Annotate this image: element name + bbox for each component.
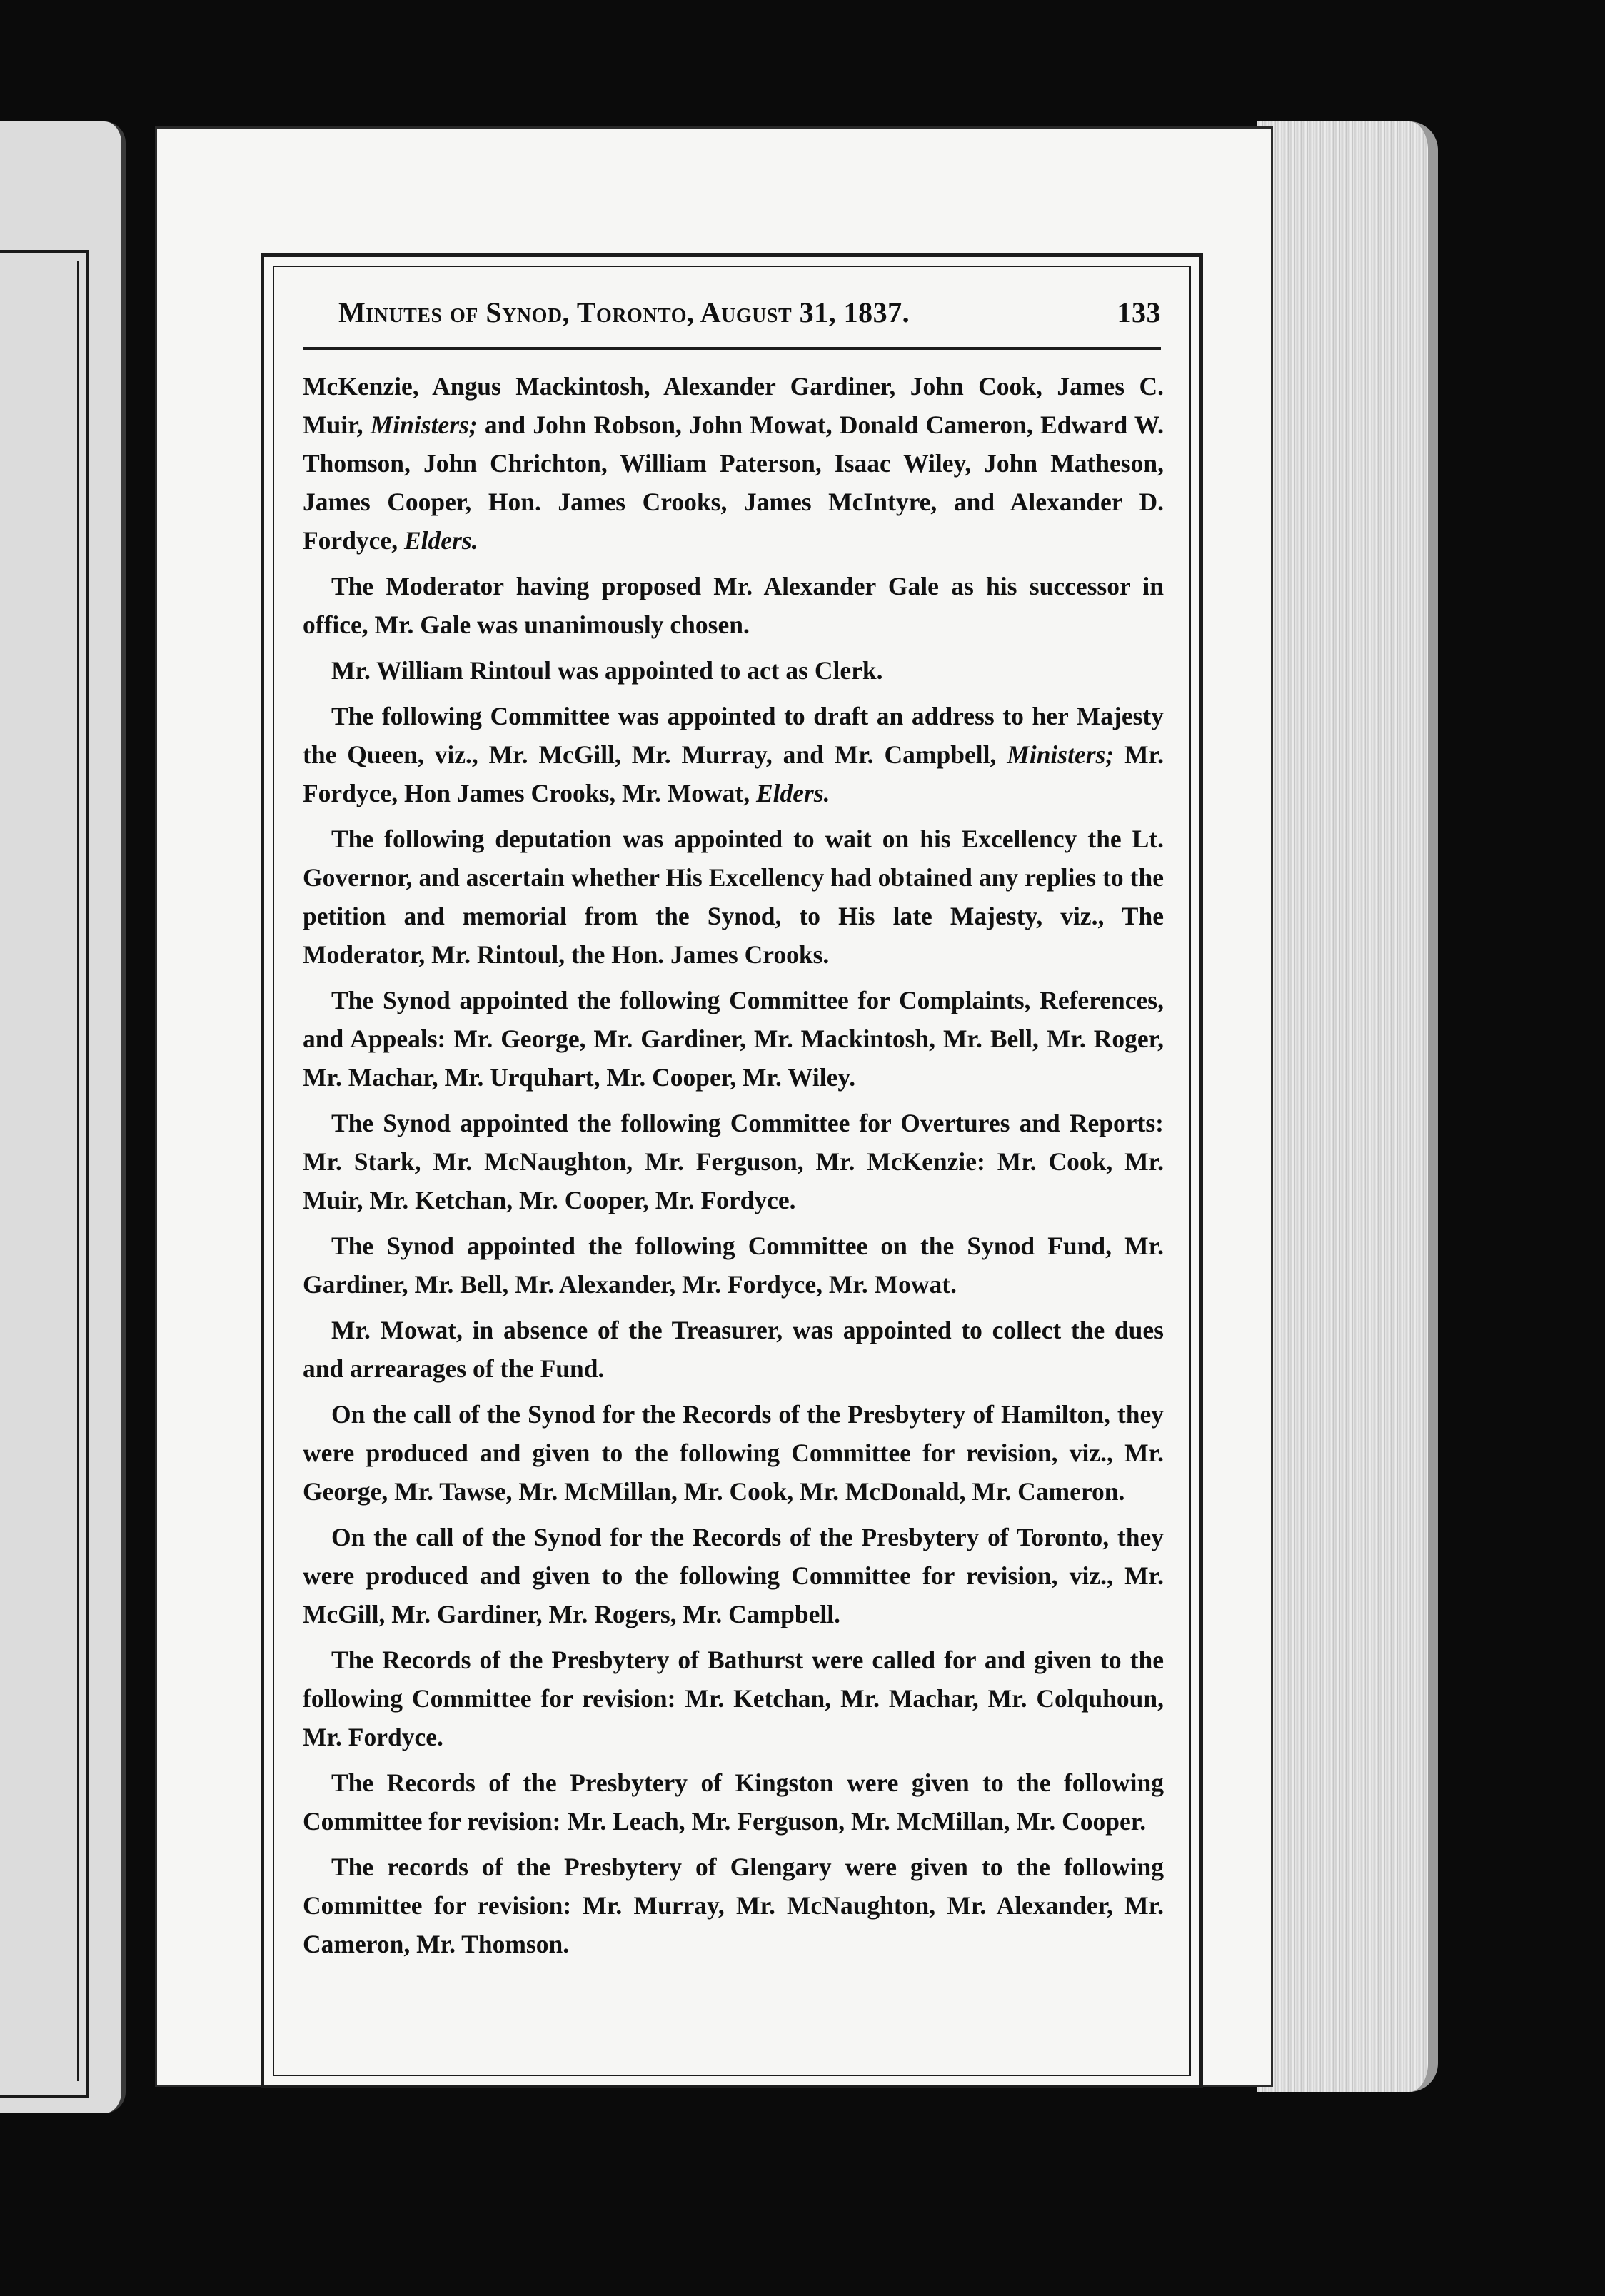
paragraph: The Records of the Presbytery of Bathurst were called for and given to the following Committee for revision: Mr. Ketchan, Mr. Machar, Mr. Colquhoun, Mr. Fordyce. <box>303 1646 1164 1751</box>
page-number: 133 <box>1117 296 1161 328</box>
paragraph: The Moderator having proposed Mr. Alexander Gale as his successor in office, Mr. Gale was unanimously chosen. <box>303 572 1164 639</box>
paragraph: The Synod appointed the following Committee for Overtures and Reports: Mr. Stark, Mr. McNaughton, Mr. Ferguson, Mr. McKenzie: Mr. Cook, Mr. Muir, Mr. Ketchan, Mr. Cooper, Mr. Fordyce. <box>303 1109 1164 1214</box>
running-title: Minutes of Synod, Toronto, August 31, 1837. <box>338 296 910 328</box>
paragraph: Mr. William Rintoul was appointed to act as Clerk. <box>331 656 883 685</box>
italic-text: Ministers; <box>370 411 478 439</box>
running-header <box>317 296 1161 338</box>
paragraph-text: McKenzie, Angus Mackintosh, Alexander Gardiner, John Cook, James C. Muir, <box>303 372 1164 439</box>
page-frame-outer <box>261 253 1203 2088</box>
facing-page-inner-border <box>0 261 79 2081</box>
body-text <box>303 367 1164 1970</box>
paragraph: The Records of the Presbytery of Kingston were given to the following Committee for revision: Mr. Leach, Mr. Ferguson, Mr. McMillan, Mr. Cooper. <box>303 1768 1164 1836</box>
paragraph-text: and John Robson, John Mowat, Donald Cameron, Edward W. Thomson, John Chrichton, William Paterson, Isaac Wiley, John Matheson, James Cooper, Hon. James Crooks, James McIntyre, and Alexander D. Fordyce, <box>303 411 1164 555</box>
paragraph: The Synod appointed the following Committee for Complaints, References, and Appeals: Mr. George, Mr. Gardiner, Mr. Mackintosh, Mr. Bell, Mr. Roger, Mr. Machar, Mr. Urquhart, Mr. Cooper, Mr. Wiley. <box>303 986 1164 1092</box>
paragraph: Mr. Mowat, in absence of the Treasurer, was appointed to collect the dues and arrearages of the Fund. <box>303 1316 1164 1383</box>
paragraph: On the call of the Synod for the Records of the Presbytery of Hamilton, they were produced and given to the following Committee for revision, viz., Mr. George, Mr. Tawse, Mr. McMillan, Mr. Cook, Mr. McDonald, Mr. Cameron. <box>303 1400 1164 1506</box>
book-page <box>157 129 1271 2085</box>
book-page-edges <box>1257 121 1438 2092</box>
paragraph-attendance <box>303 367 1164 560</box>
paragraph-text: The following Committee was appointed to draft an address to her Majesty the Queen, viz., Mr. McGill, Mr. Murray, and Mr. Campbell, <box>303 702 1164 769</box>
facing-page-left <box>0 121 126 2113</box>
italic-text: Elders. <box>403 526 478 555</box>
paragraph: The Synod appointed the following Committee on the Synod Fund, Mr. Gardiner, Mr. Bell, Mr. Alexander, Mr. Fordyce, Mr. Mowat. <box>303 1232 1164 1299</box>
page-frame-inner <box>273 266 1191 2076</box>
paragraph: The following deputation was appointed to wait on his Excellency the Lt. Governor, and ascertain whether His Excellency had obtained any replies to the petition and memorial from the Synod, to His late Majesty, viz., The Moderator, Mr. Rintoul, the Hon. James Crooks. <box>303 825 1164 969</box>
paragraph: The records of the Presbytery of Glengary were given to the following Committee for revision: Mr. Murray, Mr. McNaughton, Mr. Alexander, Mr. Cameron, Mr. Thomson. <box>303 1853 1164 1958</box>
header-rule <box>303 347 1161 350</box>
italic-text: Elders. <box>755 779 830 807</box>
paragraph: On the call of the Synod for the Records of the Presbytery of Toronto, they were produced and given to the following Committee for revision, viz., Mr. McGill, Mr. Gardiner, Mr. Rogers, Mr. Campbell. <box>303 1523 1164 1628</box>
italic-text: Ministers; <box>1007 740 1115 769</box>
paragraph-text: Mr. Fordyce, Hon James Crooks, Mr. Mowat, <box>303 740 1164 807</box>
paragraph-address-committee <box>303 697 1164 812</box>
